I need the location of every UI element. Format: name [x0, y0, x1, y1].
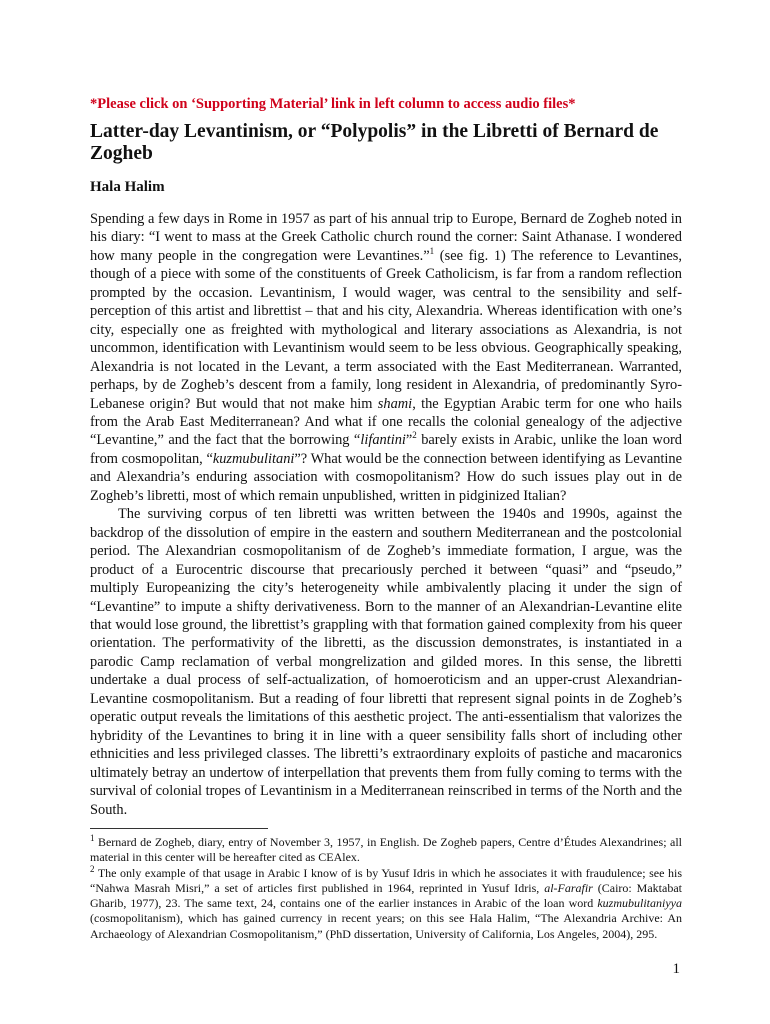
p1-italic-kuzmubulitani: kuzmubulitani [212, 450, 295, 467]
footnote-1-mark: 1 [90, 832, 95, 843]
footnotes [90, 832, 682, 942]
footnote-2-italic-kuzmubulitaniyya: kuzmubulitaniyya [597, 896, 682, 911]
author-name: Hala Halim [90, 179, 165, 195]
p1-text-3: , the Egyptian Arabic term for one who hails from the Arab East Mediterranean? And what if one recalls the colonial genealogy of the adjective “Levantine,” and the fact that the borrowing “ [90, 395, 682, 449]
body-text [90, 210, 682, 819]
supporting-material-notice: *Please click on ‘Supporting Material’ link in left column to access audio files* [90, 96, 576, 112]
footnote-1 [90, 832, 682, 866]
footnote-2-text-2: (Cairo: Maktabat Gharib, 1977), 23. The same text, 24, contains one of the earlier instances in Arabic of the loan word [90, 880, 682, 911]
footnote-ref-2[interactable]: 2 [412, 430, 417, 441]
p1-text-4: ” [405, 432, 413, 449]
p1-text-5: barely exists in Arabic, unlike the loan word from cosmopolitan, “ [90, 432, 682, 467]
p1-text-6: ”? What would be the connection between identifying as Levantine and Alexandria’s enduring association with cosmopolitanism? How do such issues play out in de Zogheb’s libretti, most of which remain unpublished, written in pidginized Italian? [90, 450, 682, 504]
page-number: 1 [672, 961, 680, 977]
footnote-2-text-1: The only example of that usage in Arabic I know of is by Yusuf Idris in which he associates it with fraudulence; see his “Nahwa Masrah Misri,” a set of articles first published in 1964, reprinted in Yusuf Idris, [90, 865, 682, 895]
paragraph-1 [90, 210, 682, 505]
footnote-divider [90, 828, 268, 829]
p1-italic-lifantini: lifantini [360, 432, 406, 449]
p1-text-1: Spending a few days in Rome in 1957 as part of his annual trip to Europe, Bernard de Zogheb noted in his diary: “I went to mass at the Greek Catholic church round the corner: Saint Athanase. I wondered how many people in the congregation were Levantines.” [90, 211, 682, 264]
footnote-1-text: Bernard de Zogheb, diary, entry of November 3, 1957, in English. De Zogheb papers, Centre d’Études Alexandrines; all material in this center will be hereafter cited as CEAlex. [90, 834, 682, 865]
footnote-2-mark: 2 [90, 863, 95, 874]
p1-text-2: (see fig. 1) The reference to Levantines, though of a piece with some of the constituents of Greek Catholicism, is far from a random reflection prompted by the occasion. Levantinism, I would wager, was central to the sensibility and self-perception of this artist and librettist – that and his city, Alexandria. Whereas identification with one’s city, especially one as freighted with mythological and literary associations as Alexandria, is not uncommon, identification with Levantinism would seem to be less obvious. Geographically speaking, Alexandria is not located in the Levant, a term associated with the East Mediterranean. Warranted, perhaps, by de Zogheb’s descent from a family, long resident in Alexandria, of predominantly Syro-Lebanese origin? But would that not make him [90, 247, 682, 412]
paper-title: Latter-day Levantinism, or “Polypolis” in the Libretti of Bernard de Zogheb [90, 121, 659, 164]
footnote-ref-1[interactable]: 1 [429, 246, 435, 257]
document-page [90, 96, 682, 942]
footnote-2-text-3: (cosmopolitanism), which has gained currency in recent years; on this see Hala Halim, “The Alexandria Archive: An Archaeology of Alexandrian Cosmopolitanism,” (PhD dissertation, University of California, Los Angeles, 2004), 295. [90, 911, 682, 941]
footnote-2 [90, 863, 682, 942]
paragraph-2: The surviving corpus of ten libretti was written between the 1940s and 1990s, against the backdrop of the dissolution of empire in the eastern and southern Mediterranean and the postcolonial period. The Alexandrian cosmopolitanism of de Zogheb’s immediate formation, I argue, was the product of a Eurocentric discourse that precariously perched it between “quasi” and “pseudo,” multiply Europeanizing the city’s heterogeneity while ambivalently placing it under the sign of “Levantine” to impute a shifty derivativeness. Born to the manner of an Alexandrian-Levantine elite that would lose ground, the librettist’s grappling with that formation gained complexity from his queer orientation. The performativity of the libretti, as the discussion demonstrates, is instantiated in a parodic Camp reclamation of verbal mongrelization and gilded mores. In this sense, the libretti undertake a dual process of self-actualization, of homoeroticism and an upper-crust Alexandrian-Levantine cosmopolitanism. But a reading of four libretti that represent signal points in de Zogheb’s operatic output reveals the limitations of this aesthetic project. The anti-essentialism that valorizes the hybridity of the Levantines to bring it in line with a queer sensibility falls short of including other ethnicities and less privileged classes. The libretti’s extraordinary exploits of pastiche and macaronics ultimately betray an undertow of interpellation that prevents them from fully coming to terms with the survival of colonial tropes of Levantinism in a Mediterranean reinscribed in terms of the North and the South. [90, 506, 682, 818]
footnote-2-italic-al-farafir: al-Farafir [544, 880, 593, 895]
p1-italic-shami: shami [377, 395, 413, 412]
